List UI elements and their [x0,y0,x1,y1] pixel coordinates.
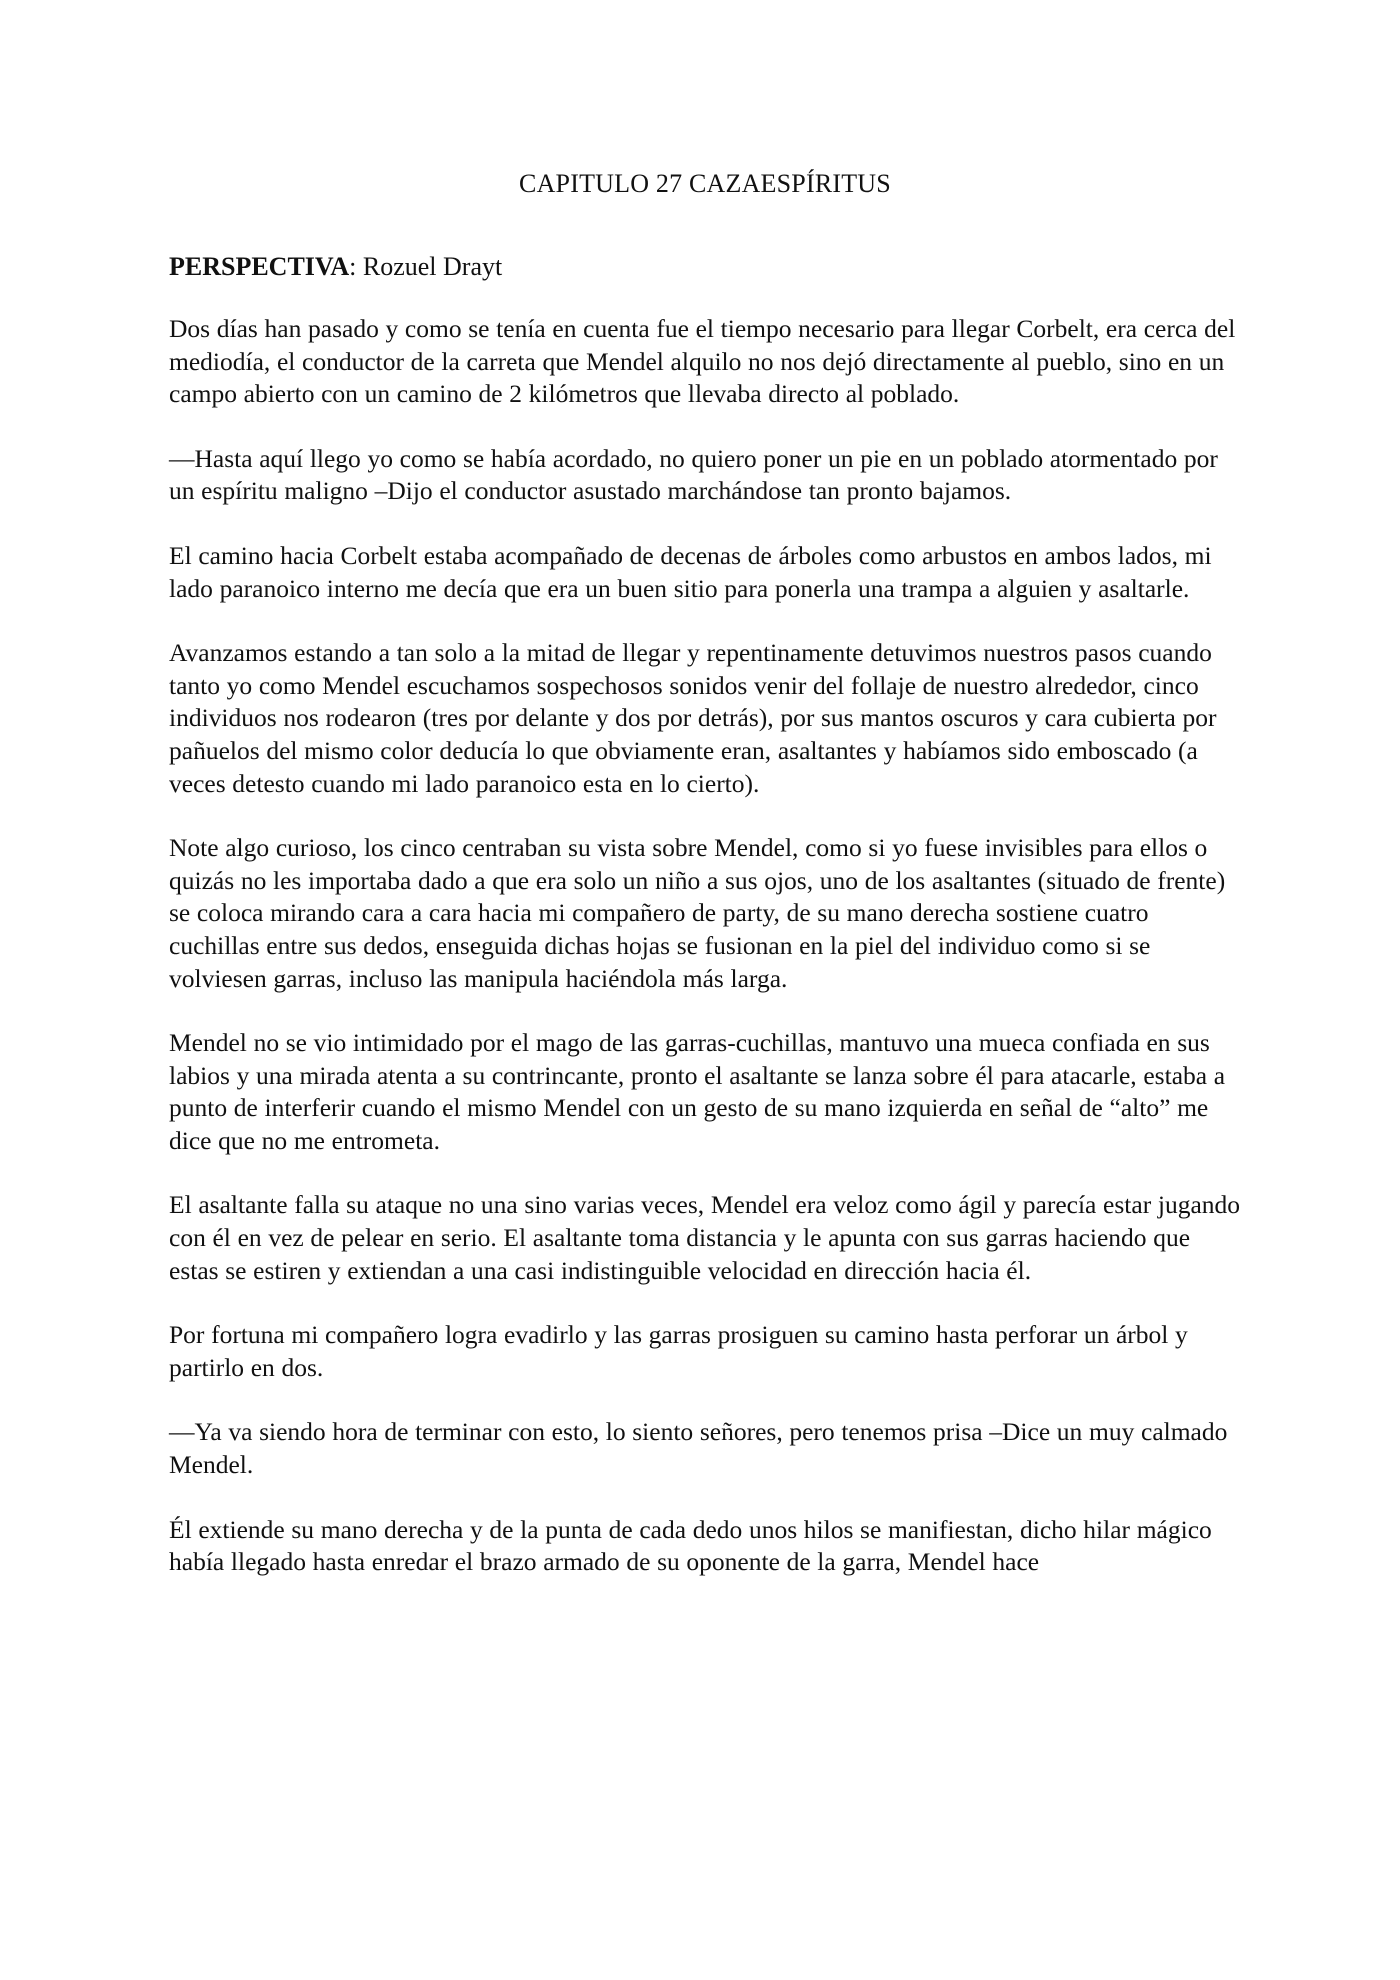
paragraph-7: El asaltante falla su ataque no una sino varias veces, Mendel era veloz como ágil y parecía estar jugando con él en vez de pelear en serio. El asaltante toma distancia y le apunta con sus garras haciendo que estas se estiren y extiendan a una casi indistinguible velocidad en dirección hacia él. [169,1190,1241,1285]
paragraph-10: Él extiende su mano derecha y de la punta de cada dedo unos hilos se manifiestan, dicho hilar mágico había llegado hasta enredar el brazo armado de su oponente de la garra, Mendel hace [169,1514,1212,1577]
paragraph-3: El camino hacia Corbelt estaba acompañado de decenas de árboles como arbustos en ambos lados, mi lado paranoico interno me decía que era un buen sitio para ponerla una trampa a alguien y asaltarle. [169,540,1212,603]
paragraph-6: Mendel no se vio intimidado por el mago de las garras-cuchillas, mantuvo una mueca confiada en sus labios y una mirada atenta a su contrincante, pronto el asaltante se lanza sobre él para atacarle, estaba a punto de interferir cuando el mismo Mendel con un gesto de su mano izquierda en señal de “alto” me dice que no me entrometa. [169,1028,1226,1155]
page-content [169,166,1241,1611]
perspective-value: Rozuel Drayt [362,252,503,281]
perspective-label: PERSPECTIVA [169,252,350,281]
paragraph-5: Note algo curioso, los cinco centraban su vista sobre Mendel, como si yo fuese invisibles para ellos o quizás no les importaba dado a que era solo un niño a sus ojos, uno de los asaltantes (situado de frente) se coloca mirando cara a cara hacia mi compañero de party, de su mano derecha sostiene cuatro cuchillas entre sus dedos, enseguida dichas hojas se fusionan en la piel del individuo como si se volviesen garras, incluso las manipula haciéndola más larga. [169,833,1226,993]
perspective-line [169,249,1241,285]
perspective-separator: : [349,252,363,281]
paragraph-4: Avanzamos estando a tan solo a la mitad de llegar y repentinamente detuvimos nuestros pasos cuando tanto yo como Mendel escuchamos sospechosos sonidos venir del follaje de nuestro alrededor, cinco individuos nos rodearon (tres por delante y dos por detrás), por sus mantos oscuros y cara cubierta por pañuelos del mismo color deducía lo que obviamente eran, asaltantes y habíamos sido emboscado (a veces detesto cuando mi lado paranoico esta en lo cierto). [169,638,1217,798]
paragraph-9: —Ya va siendo hora de terminar con esto, lo siento señores, pero tenemos prisa –Dice un muy calmado Mendel. [169,1417,1228,1480]
paragraph-2: —Hasta aquí llego yo como se había acordado, no quiero poner un pie en un poblado atormentado por un espíritu maligno –Dijo el conductor asustado marchándose tan pronto bajamos. [169,443,1218,506]
chapter-title: CAPITULO 27 CAZAESPÍRITUS [519,169,891,198]
paragraph-1: Dos días han pasado y como se tenía en cuenta fue el tiempo necesario para llegar Corbelt, era cerca del mediodía, el conductor de la carreta que Mendel alquilo no nos dejó directamente al pueblo, sino en un campo abierto con un camino de 2 kilómetros que llevaba directo al poblado. [169,314,1236,409]
paragraph-8: Por fortuna mi compañero logra evadirlo y las garras prosiguen su camino hasta perforar un árbol y partirlo en dos. [169,1320,1188,1382]
